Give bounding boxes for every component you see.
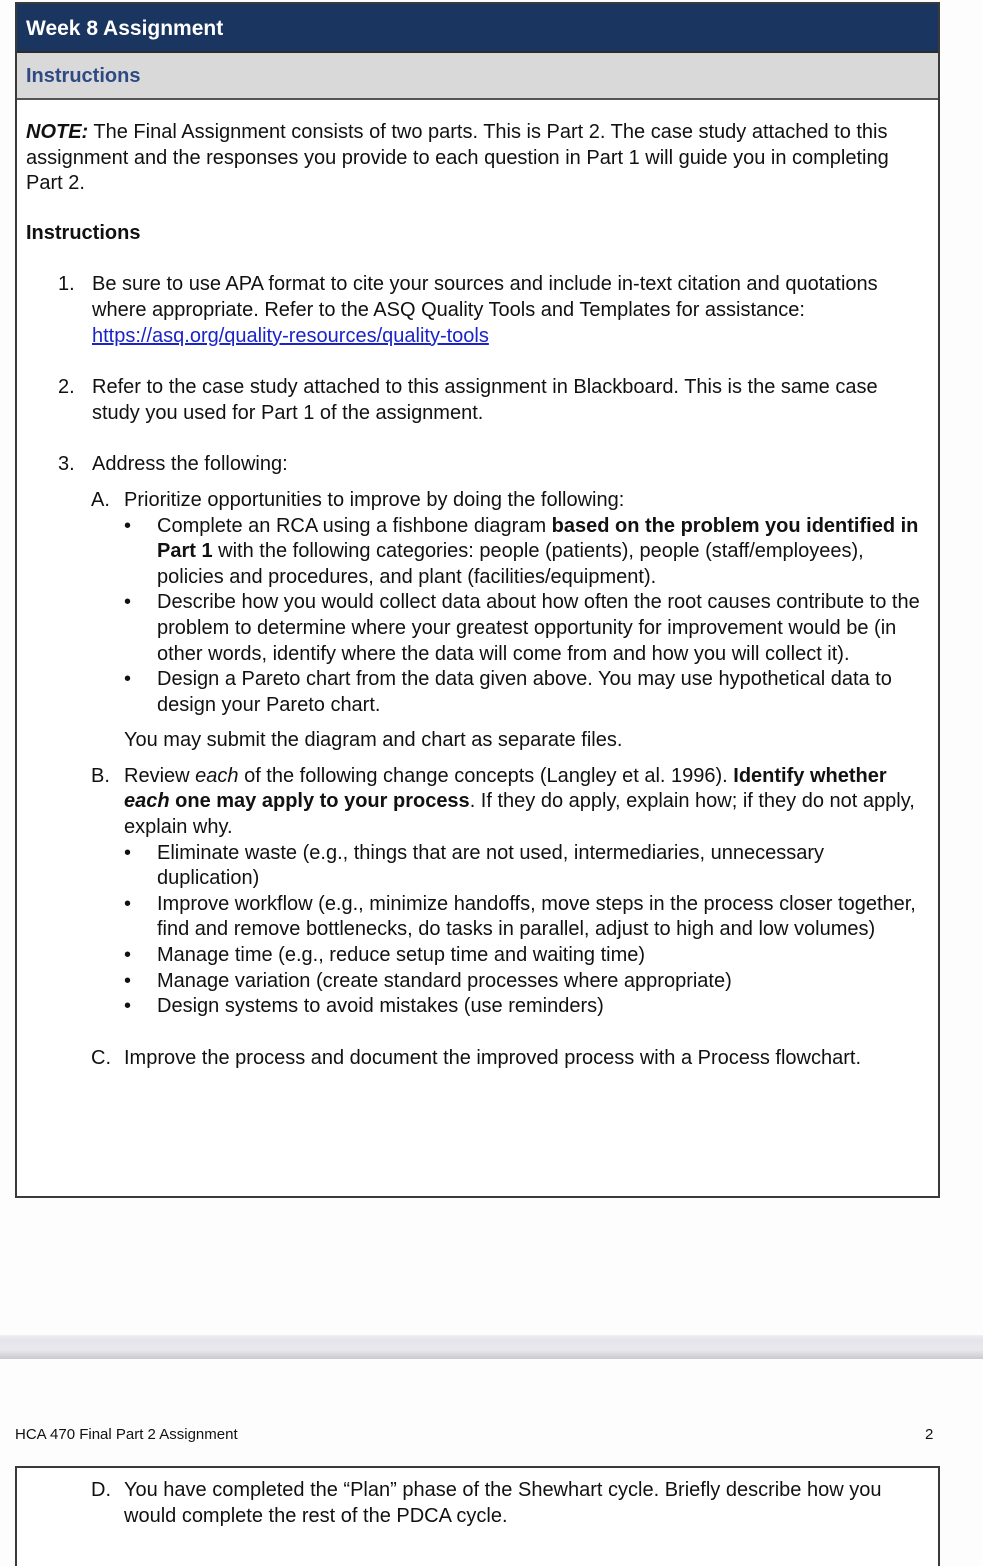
bullet-icon: • bbox=[124, 944, 132, 967]
item-text: Address the following: bbox=[92, 453, 288, 476]
bullet-item: • Manage variation (create standard processes where appropriate) bbox=[124, 969, 928, 995]
section-d-text: You have completed the “Plan” phase of the Shewhart cycle. Briefly describe how you would complete the rest of the PDCA cycle. bbox=[124, 1479, 882, 1527]
section-b bbox=[26, 764, 928, 1020]
section-marker: B. bbox=[91, 764, 110, 787]
instruction-item-3 bbox=[26, 452, 928, 478]
page-number: 2 bbox=[925, 1426, 934, 1443]
section-a bbox=[26, 488, 928, 718]
bullet-item: • Describe how you would collect data about how often the root causes contribute to the problem to determine where your greatest opportunity for improvement would be (in other words, identify where the data will come from and how you will collect it). bbox=[124, 591, 920, 665]
bullet-item: • Improve workflow (e.g., minimize handoffs, move steps in the process closer together, find and remove bottlenecks, do tasks in parallel, adjust to high and low volumes) bbox=[124, 892, 916, 941]
bullet-item: • Manage time (e.g., reduce setup time and waiting time) bbox=[124, 943, 928, 969]
section-b-text: Review each of the following change concepts (Langley et al. 1996). Identify whether each one may apply to your process. If they do apply, explain how; if they do not apply, explain why. bbox=[124, 764, 915, 839]
section-a-bullets bbox=[124, 514, 928, 719]
section-c-text: Improve the process and document the improved process with a Process flowchart. bbox=[124, 1046, 862, 1069]
bullet-item: • Complete an RCA using a fishbone diagram based on the problem you identified in Part 1 with the following categories: people (patients), people (staff/employees), policies and procedures, and plant (facilities/equipment). bbox=[124, 514, 919, 588]
item-text: Refer to the case study attached to this assignment in Blackboard. This is the same case study you used for Part 1 of the assignment. bbox=[92, 376, 878, 424]
item-marker: 3. bbox=[58, 453, 75, 476]
assignment-box-continued bbox=[15, 1466, 940, 1566]
bullet-item: • Design a Pareto chart from the data given above. You may use hypothetical data to design your Pareto chart. bbox=[124, 668, 892, 716]
note-text: The Final Assignment consists of two parts. This is Part 2. The case study attached to this assignment and the responses you provide to each question in Part 1 will guide you in completing Part 2. bbox=[26, 121, 889, 195]
item-marker: 1. bbox=[58, 273, 75, 296]
submit-note: You may submit the diagram and chart as separate files. bbox=[124, 729, 623, 752]
bullet-icon: • bbox=[124, 969, 132, 992]
bullet-item: • Eliminate waste (e.g., things that are not used, intermediaries, unnecessary duplication) bbox=[124, 841, 825, 890]
item-marker: 2. bbox=[58, 376, 75, 399]
note-label: NOTE: bbox=[26, 121, 89, 143]
instructions-subheader: Instructions bbox=[17, 53, 938, 100]
page-separator bbox=[0, 1335, 983, 1359]
item-text: Be sure to use APA format to cite your sources and include in-text citation and quotations where appropriate. Refer to the ASQ Quality Tools and Templates for assistance: bbox=[92, 273, 878, 321]
section-marker: C. bbox=[91, 1046, 111, 1069]
instruction-item-2 bbox=[26, 375, 928, 426]
section-b-bullets bbox=[124, 841, 928, 1020]
bullet-item: • Design systems to avoid mistakes (use reminders) bbox=[124, 994, 928, 1020]
note-paragraph bbox=[26, 120, 928, 197]
section-marker: A. bbox=[91, 488, 110, 511]
page-header-title: HCA 470 Final Part 2 Assignment bbox=[15, 1426, 238, 1443]
bullet-icon: • bbox=[124, 591, 132, 614]
bullet-icon: • bbox=[124, 841, 132, 864]
instruction-item-1 bbox=[26, 272, 928, 349]
section-d bbox=[26, 1478, 928, 1529]
bullet-icon: • bbox=[124, 892, 132, 915]
section-c bbox=[26, 1046, 928, 1072]
assignment-title: Week 8 Assignment bbox=[17, 4, 938, 53]
bullet-icon: • bbox=[124, 668, 132, 691]
bullet-icon: • bbox=[124, 995, 132, 1018]
assignment-box bbox=[15, 2, 940, 1198]
section-a-text: Prioritize opportunities to improve by doing the following: bbox=[124, 488, 625, 511]
instructions-heading: Instructions bbox=[26, 221, 141, 244]
section-marker: D. bbox=[91, 1479, 111, 1501]
asq-tools-link[interactable]: https://asq.org/quality-resources/quality-tools bbox=[92, 324, 489, 347]
bullet-icon: • bbox=[124, 514, 132, 537]
instructions-content bbox=[17, 100, 938, 1071]
